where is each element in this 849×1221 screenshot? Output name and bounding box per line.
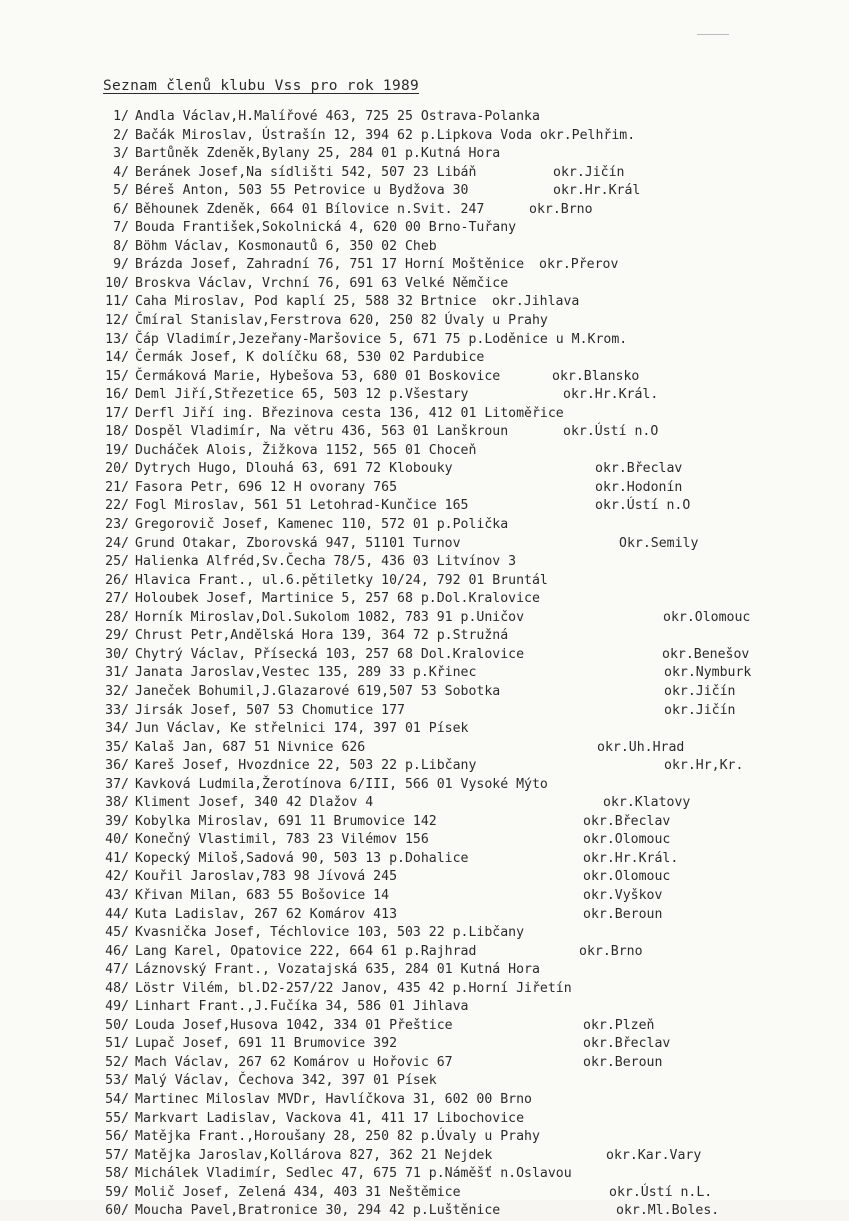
- entry-address: Molič Josef, Zelená 434, 403 31 Neštěmice: [135, 1184, 461, 1200]
- entry-address: Kliment Josef, 340 42 Dlažov 4: [135, 795, 374, 811]
- entry-address: Grund Otakar, Zborovská 947, 51101 Turnov: [135, 535, 461, 551]
- entry-district: okr.Plzeň: [583, 1017, 655, 1033]
- entry-number: 43/: [105, 887, 129, 903]
- entry-number: 33/: [105, 702, 129, 718]
- list-item: [88, 182, 808, 201]
- entry-district: Okr.Semily: [619, 535, 699, 551]
- entry-number: 44/: [105, 906, 129, 922]
- entry-number: 55/: [105, 1110, 129, 1126]
- entry-address: Béreš Anton, 503 55 Petrovice u Bydžova 30: [135, 183, 469, 199]
- entry-address: Konečný Vlastimil, 783 23 Vilémov 156: [135, 832, 429, 848]
- entry-address: Čáp Vladimír,Jezeřany-Maršovice 5, 671 75 p.Loděnice u M.Krom.: [135, 331, 628, 347]
- entry-number: 11/: [105, 294, 129, 310]
- entry-district: okr.Jičín: [553, 164, 625, 180]
- entry-district: okr.Hr.Král: [553, 183, 641, 199]
- entry-number: 24/: [105, 535, 129, 551]
- list-item: [88, 1110, 808, 1129]
- entry-number: 46/: [105, 943, 129, 959]
- entry-address: Deml Jiří,Střezetice 65, 503 12 p.Všestary: [135, 387, 469, 403]
- entry-address: Jun Václav, Ke střelnici 174, 397 01 Písek: [135, 721, 469, 737]
- entry-address: Caha Miroslav, Pod kaplí 25, 588 32 Brtnice: [135, 294, 477, 310]
- entry-number: 15/: [105, 368, 129, 384]
- list-item: [88, 275, 808, 294]
- entry-number: 59/: [105, 1184, 129, 1200]
- entry-address: Bouda František,Sokolnická 4, 620 00 Brno-Tuřany: [135, 220, 517, 236]
- entry-number: 36/: [105, 758, 129, 774]
- entry-number: 50/: [105, 1017, 129, 1033]
- entry-address: Gregorovič Josef, Kamenec 110, 572 01 p.Polička: [135, 517, 509, 533]
- list-item: [88, 312, 808, 331]
- entry-number: 39/: [105, 813, 129, 829]
- list-item: [88, 757, 808, 776]
- entry-address: Čermák Josef, K dolíčku 68, 530 02 Pardubice: [135, 350, 485, 366]
- list-item: [88, 145, 808, 164]
- list-item: [88, 646, 808, 665]
- entry-district: okr.Hr.Král.: [583, 850, 679, 866]
- entry-number: 47/: [105, 962, 129, 978]
- list-item: [88, 943, 808, 962]
- entry-number: 34/: [105, 721, 129, 737]
- entry-number: 18/: [105, 424, 129, 440]
- list-item: [88, 572, 808, 591]
- entry-address: Čermáková Marie, Hybešova 53, 680 01 Boskovice: [135, 368, 501, 384]
- entry-address: Kareš Josef, Hvozdnice 22, 503 22 p.Libčany: [135, 758, 477, 774]
- entry-number: 29/: [105, 628, 129, 644]
- entry-address: Derfl Jiří ing. Březinova cesta 136, 412 01 Litoměřice: [135, 405, 564, 421]
- entry-number: 19/: [105, 442, 129, 458]
- entry-district: okr.Hodonín: [595, 479, 683, 495]
- entry-number: 37/: [105, 776, 129, 792]
- entry-number: 20/: [105, 461, 129, 477]
- entry-number: 58/: [105, 1166, 129, 1182]
- list-item: [88, 980, 808, 999]
- list-item: [88, 961, 808, 980]
- list-item: [88, 219, 808, 238]
- list-item: [88, 201, 808, 220]
- entry-district: okr.Klatovy: [603, 795, 691, 811]
- entry-address: Martinec Miloslav MVDr, Havlíčkova 31, 602 00 Brno: [135, 1091, 532, 1107]
- list-item: [88, 553, 808, 572]
- entry-number: 30/: [105, 646, 129, 662]
- entry-number: 13/: [105, 331, 129, 347]
- entry-address: Bartůněk Zdeněk,Bylany 25, 284 01 p.Kutná Hora: [135, 146, 501, 162]
- list-item: [88, 368, 808, 387]
- entry-address: Hlavica Frant., ul.6.pětiletky 10/24, 792 01 Bruntál: [135, 572, 548, 588]
- entry-district: okr.Ústí n.O: [595, 498, 691, 514]
- entry-district: okr.Hr.Král.: [563, 387, 659, 403]
- entry-district: okr.Nymburk: [664, 665, 752, 681]
- entry-address: Chytrý Václav, Přísecká 103, 257 68 Dol.Kralovice: [135, 646, 525, 662]
- list-item: [88, 720, 808, 739]
- entry-address: Brázda Josef, Zahradní 76, 751 17 Horní Moštěnice: [135, 257, 525, 273]
- entry-number: 26/: [105, 572, 129, 588]
- entry-address: Kvasnička Josef, Téchlovice 103, 503 22 p.Libčany: [135, 925, 525, 941]
- list-item: [88, 256, 808, 275]
- entry-district: okr.Vyškov: [583, 887, 663, 903]
- entry-number: 27/: [105, 591, 129, 607]
- entry-address: Markvart Ladislav, Vackova 41, 411 17 Libochovice: [135, 1110, 525, 1126]
- entry-number: 21/: [105, 479, 129, 495]
- entry-address: Mach Václav, 267 62 Komárov u Hořovic 67: [135, 1054, 453, 1070]
- entry-address: Löstr Vilém, bl.D2-257/22 Janov, 435 42 p.Horní Jiřetín: [135, 980, 572, 996]
- entry-address: Čmíral Stanislav,Ferstrova 620, 250 82 Úvaly u Prahy: [135, 313, 548, 329]
- list-item: [88, 1165, 808, 1184]
- entry-address: Fogl Miroslav, 561 51 Letohrad-Kunčice 165: [135, 498, 469, 514]
- entry-district: okr.Hr,Kr.: [664, 758, 744, 774]
- list-item: [88, 739, 808, 758]
- entry-address: Broskva Václav, Vrchní 76, 691 63 Velké Němčice: [135, 275, 509, 291]
- entry-address: Bačák Miroslav, Ústrašín 12, 394 62 p.Lipkova Voda okr.Pelhřim.: [135, 127, 636, 143]
- corner-mark: [697, 34, 729, 35]
- entry-district: okr.Beroun: [583, 906, 663, 922]
- entry-number: 57/: [105, 1147, 129, 1163]
- entry-district: okr.Břeclav: [595, 461, 683, 477]
- list-item: [88, 479, 808, 498]
- list-item: [88, 887, 808, 906]
- entry-address: Horník Miroslav,Dol.Sukolom 1082, 783 91 p.Uničov: [135, 609, 525, 625]
- entry-number: 6/: [113, 201, 129, 217]
- entry-district: okr.Přerov: [539, 257, 619, 273]
- list-item: [88, 776, 808, 795]
- entry-district: okr.Ústí n.L.: [609, 1184, 713, 1200]
- entry-address: Dytrych Hugo, Dlouhá 63, 691 72 Klobouky: [135, 461, 453, 477]
- entry-district: okr.Olomouc: [583, 869, 671, 885]
- entry-address: Linhart Frant.,J.Fučíka 34, 586 01 Jihlava: [135, 999, 469, 1015]
- entry-address: Malý Václav, Čechova 342, 397 01 Písek: [135, 1073, 437, 1089]
- member-list: [88, 108, 808, 1221]
- entry-address: Kalaš Jan, 687 51 Nivnice 626: [135, 739, 366, 755]
- entry-number: 2/: [113, 127, 129, 143]
- entry-number: 41/: [105, 850, 129, 866]
- list-item: [88, 423, 808, 442]
- entry-number: 35/: [105, 739, 129, 755]
- entry-address: Janata Jaroslav,Vestec 135, 289 33 p.Křinec: [135, 665, 477, 681]
- entry-address: Kouřil Jaroslav,783 98 Jívová 245: [135, 869, 398, 885]
- entry-address: Kobylka Miroslav, 691 11 Brumovice 142: [135, 813, 437, 829]
- entry-district: okr.Beroun: [583, 1054, 663, 1070]
- entry-district: okr.Kar.Vary: [606, 1147, 702, 1163]
- entry-number: 5/: [113, 183, 129, 199]
- list-item: [88, 386, 808, 405]
- list-item: [88, 238, 808, 257]
- entry-number: 9/: [113, 257, 129, 273]
- entry-address: Andla Václav,H.Malířové 463, 725 25 Ostrava-Polanka: [135, 109, 540, 124]
- list-item: [88, 405, 808, 424]
- list-item: [88, 831, 808, 850]
- entry-address: Moucha Pavel,Bratronice 30, 294 42 p.Luštěnice: [135, 1203, 501, 1219]
- entry-number: 12/: [105, 313, 129, 329]
- list-item: [88, 108, 808, 127]
- entry-address: Kavková Ludmila,Žerotínova 6/III, 566 01 Vysoké Mýto: [135, 776, 548, 792]
- list-item: [88, 349, 808, 368]
- entry-address: Janeček Bohumil,J.Glazarové 619,507 53 Sobotka: [135, 683, 501, 699]
- list-item: [88, 664, 808, 683]
- entry-address: Dospěl Vladimír, Na větru 436, 563 01 Lanškroun: [135, 424, 509, 440]
- entry-district: okr.Břeclav: [583, 1036, 671, 1052]
- list-item: [88, 1091, 808, 1110]
- list-item: [88, 442, 808, 461]
- list-item: [88, 702, 808, 721]
- entry-district: okr.Brno: [579, 943, 643, 959]
- list-item: [88, 868, 808, 887]
- entry-number: 1/: [113, 109, 129, 124]
- entry-address: Beránek Josef,Na sídlišti 542, 507 23 Libáň: [135, 164, 477, 180]
- entry-number: 16/: [105, 387, 129, 403]
- entry-address: Ducháček Alois, Žižkova 1152, 565 01 Choceň: [135, 442, 477, 458]
- list-item: [88, 1017, 808, 1036]
- list-item: [88, 683, 808, 702]
- list-item: [88, 924, 808, 943]
- entry-address: Křivan Milan, 683 55 Bošovice 14: [135, 887, 390, 903]
- list-item: [88, 293, 808, 312]
- entry-number: 48/: [105, 980, 129, 996]
- entry-address: Fasora Petr, 696 12 H ovorany 765: [135, 479, 398, 495]
- page-title: Seznam členů klubu Vss pro rok 1989: [103, 78, 420, 94]
- entry-number: 14/: [105, 350, 129, 366]
- list-item: [88, 813, 808, 832]
- list-item: [88, 794, 808, 813]
- entry-number: 31/: [105, 665, 129, 681]
- list-item: [88, 998, 808, 1017]
- entry-number: 10/: [105, 275, 129, 291]
- list-item: [88, 627, 808, 646]
- entry-district: okr.Jihlava: [492, 294, 580, 310]
- entry-address: Kuta Ladislav, 267 62 Komárov 413: [135, 906, 398, 922]
- entry-number: 25/: [105, 554, 129, 570]
- entry-number: 54/: [105, 1091, 129, 1107]
- entry-address: Halienka Alfréd,Sv.Čecha 78/5, 436 03 Litvínov 3: [135, 554, 517, 570]
- entry-district: okr.Benešov: [662, 646, 750, 662]
- list-item: [88, 127, 808, 146]
- entry-number: 60/: [105, 1203, 129, 1219]
- list-item: [88, 516, 808, 535]
- list-item: [88, 1072, 808, 1091]
- entry-address: Böhm Václav, Kosmonautů 6, 350 02 Cheb: [135, 238, 437, 254]
- entry-number: 38/: [105, 795, 129, 811]
- entry-number: 40/: [105, 832, 129, 848]
- entry-address: Lupač Josef, 691 11 Brumovice 392: [135, 1036, 398, 1052]
- entry-number: 4/: [113, 164, 129, 180]
- entry-number: 28/: [105, 609, 129, 625]
- entry-number: 51/: [105, 1036, 129, 1052]
- entry-number: 56/: [105, 1129, 129, 1145]
- list-item: [88, 1128, 808, 1147]
- list-item: [88, 497, 808, 516]
- entry-number: 53/: [105, 1073, 129, 1089]
- entry-district: okr.Jičín: [664, 702, 736, 718]
- entry-district: okr.Ml.Boles.: [616, 1203, 720, 1219]
- entry-district: okr.Ústí n.O: [563, 424, 659, 440]
- entry-number: 45/: [105, 925, 129, 941]
- list-item: [88, 460, 808, 479]
- entry-district: okr.Olomouc: [583, 832, 671, 848]
- entry-address: Michálek Vladimír, Sedlec 47, 675 71 p.Náměšť n.Oslavou: [135, 1166, 572, 1182]
- list-item: [88, 1147, 808, 1166]
- entry-district: okr.Břeclav: [583, 813, 671, 829]
- entry-number: 42/: [105, 869, 129, 885]
- entry-address: Láznovský Frant., Vozatajská 635, 284 01 Kutná Hora: [135, 962, 540, 978]
- entry-address: Lang Karel, Opatovice 222, 664 61 p.Rajhrad: [135, 943, 477, 959]
- list-item: [88, 590, 808, 609]
- list-item: [88, 1202, 808, 1221]
- list-item: [88, 1054, 808, 1073]
- entry-address: Louda Josef,Husova 1042, 334 01 Přeštice: [135, 1017, 453, 1033]
- list-item: [88, 1035, 808, 1054]
- entry-district: okr.Blansko: [552, 368, 640, 384]
- list-item: [88, 535, 808, 554]
- entry-address: Jirsák Josef, 507 53 Chomutice 177: [135, 702, 405, 718]
- entry-number: 52/: [105, 1054, 129, 1070]
- list-item: [88, 609, 808, 628]
- entry-number: 3/: [113, 146, 129, 162]
- entry-number: 8/: [113, 238, 129, 254]
- list-item: [88, 906, 808, 925]
- list-item: [88, 850, 808, 869]
- list-item: [88, 1184, 808, 1203]
- entry-number: 17/: [105, 405, 129, 421]
- entry-district: okr.Uh.Hrad: [597, 739, 685, 755]
- entry-address: Kopecký Miloš,Sadová 90, 503 13 p.Dohalice: [135, 850, 469, 866]
- entry-address: Matějka Jaroslav,Kollárova 827, 362 21 Nejdek: [135, 1147, 493, 1163]
- entry-district: okr.Jičín: [664, 683, 736, 699]
- entry-address: Matějka Frant.,Horoušany 28, 250 82 p.Úvaly u Prahy: [135, 1129, 540, 1145]
- entry-district: okr.Olomouc: [663, 609, 751, 625]
- entry-number: 22/: [105, 498, 129, 514]
- list-item: [88, 331, 808, 350]
- entry-address: Chrust Petr,Andělská Hora 139, 364 72 p.Stružná: [135, 628, 509, 644]
- entry-number: 49/: [105, 999, 129, 1015]
- entry-number: 23/: [105, 517, 129, 533]
- entry-address: Holoubek Josef, Martinice 5, 257 68 p.Dol.Kralovice: [135, 591, 540, 607]
- entry-district: okr.Brno: [529, 201, 593, 217]
- entry-address: Běhounek Zdeněk, 664 01 Bílovice n.Svit. 247: [135, 201, 485, 217]
- entry-number: 7/: [113, 220, 129, 236]
- list-item: [88, 164, 808, 183]
- entry-number: 32/: [105, 683, 129, 699]
